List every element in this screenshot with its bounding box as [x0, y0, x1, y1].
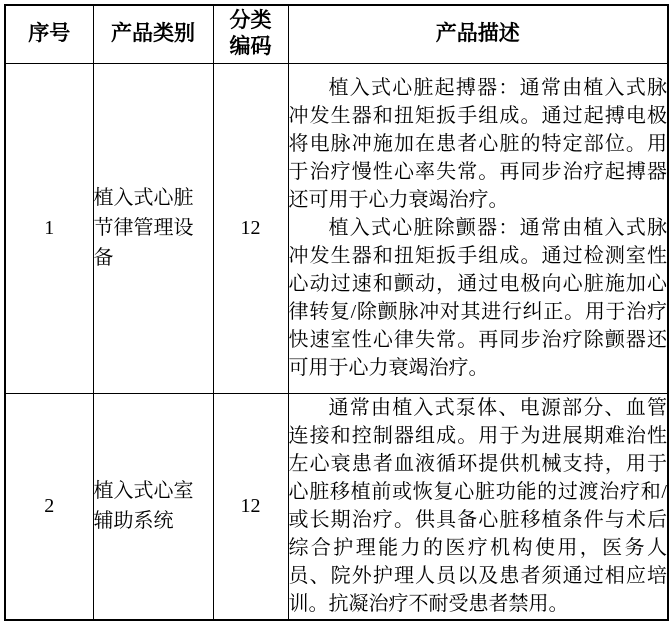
- table-row-1: [5, 63, 668, 393]
- row-1-serial-number: 1: [5, 63, 93, 393]
- header-classification-code: [213, 5, 288, 63]
- row-1-description-paragraph-2: 植入式心脏除颤器：通常由植入式脉冲发生器和扭矩扳手组成。通过检测室性心动过速和颤动，通过电极向心脏施加心律转复/除颤脉冲对其进行纠正。用于治疗快速室性心律失常。再同步治疗除颤器还可用于心力衰竭治疗。: [288, 217, 667, 379]
- row-2-product-description: [288, 393, 668, 620]
- row-1-description-paragraph-1: 植入式心脏起搏器：通常由植入式脉冲发生器和扭矩扳手组成。通过起搏电极将电脉冲施加在患者心脏的特定部位。用于治疗慢性心率失常。再同步治疗起搏器还可用于心力衰竭治疗。: [288, 77, 667, 211]
- header-product-category: 产品类别: [93, 5, 213, 63]
- header-product-description: 产品描述: [288, 5, 668, 63]
- row-1-product-description: [288, 63, 668, 393]
- row-2-classification-code: 12: [213, 393, 288, 620]
- header-serial-number: 序号: [5, 5, 93, 63]
- row-2-serial-number: 2: [5, 393, 93, 620]
- product-classification-table: [4, 4, 669, 621]
- row-2-description-paragraph-1: 通常由植入式泵体、电源部分、血管连接和控制器组成。用于为进展期难治性左心衰患者血液循环提供机械支持，用于心脏移植前或恢复心脏功能的过渡治疗和/或长期治疗。供具备心脏移植条件与术后综合护理能力的医疗机构使用，医务人员、院外护理人员以及患者须通过相应培训。抗凝治疗不耐受患者禁用。: [288, 397, 667, 616]
- header-classification-code-label: 分类编码: [229, 9, 272, 59]
- table-header-row: [5, 5, 668, 63]
- row-1-classification-code: 12: [213, 63, 288, 393]
- row-2-product-category: 植入式心室辅助系统: [93, 393, 213, 620]
- row-1-product-category: 植入式心脏节律管理设备: [93, 63, 213, 393]
- table-row-2: [5, 393, 668, 620]
